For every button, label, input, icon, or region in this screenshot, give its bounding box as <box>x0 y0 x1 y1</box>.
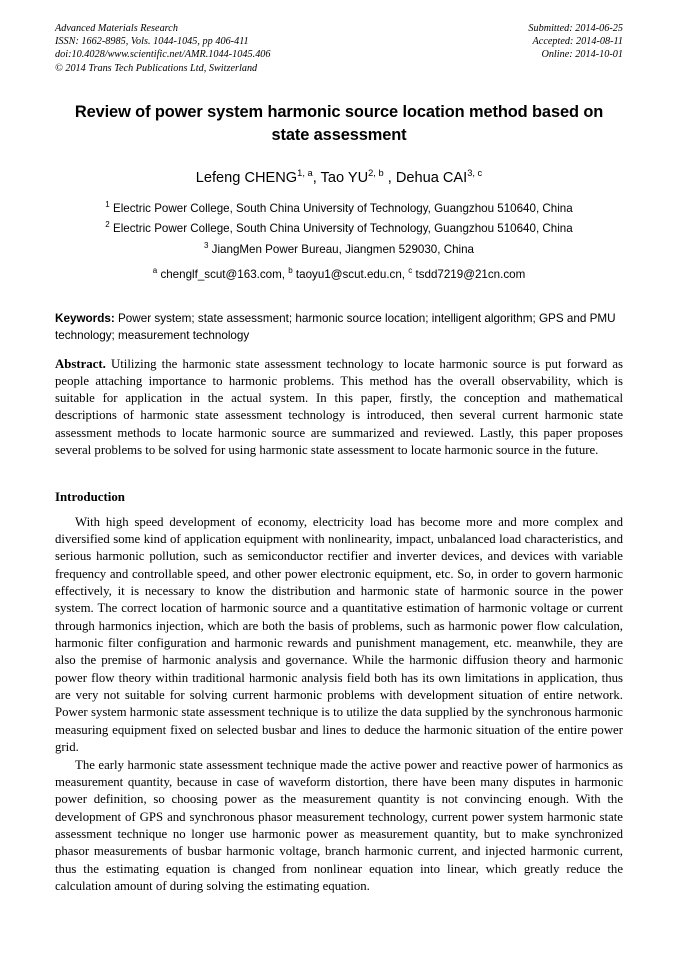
affiliation-item <box>55 240 623 261</box>
author-name-1: Lefeng CHENG <box>195 169 298 186</box>
journal-doi: doi:10.4028/www.scientific.net/AMR.1044-1045.406 <box>55 49 271 61</box>
keywords-label: Keywords: <box>55 312 115 326</box>
affiliation-item <box>55 199 623 220</box>
affiliation-marker: 1 <box>105 199 110 209</box>
masthead-left-block <box>55 22 271 75</box>
author-name-2: Tao YU <box>320 169 369 186</box>
author-list <box>55 169 623 187</box>
online-date: Online: 2014-10-01 <box>541 49 623 61</box>
author-affil-marker-3: 3, c <box>467 167 483 178</box>
abstract-block <box>55 356 623 459</box>
author-email-list <box>55 267 623 283</box>
email-marker: b <box>288 266 293 276</box>
journal-copyright: © 2014 Trans Tech Publications Ltd, Switzerland <box>55 62 258 74</box>
submitted-date: Submitted: 2014-06-25 <box>528 23 623 34</box>
affiliation-marker: 2 <box>105 220 110 230</box>
keywords-text: Power system; state assessment; harmonic source location; intelligent algorithm; GPS and PMU technology; measurement technology <box>55 312 616 342</box>
author-name-3: Dehua CAI <box>395 169 468 186</box>
section-heading-introduction: Introduction <box>55 489 125 504</box>
email-marker: c <box>408 266 413 276</box>
introduction-paragraph-2: The early harmonic state assessment technique made the active power and reactive power of harmonics as measurement quantity, because in case of waveform distortion, there have been many disputes in harmonic power definition, so choosing power as the measurement quantity is not convincing enough. With the development of GPS and synchronous phasor measurement technology, current power system harmonic state assessment technique no longer use harmonic power as measurement quantity, but to make synchronized phasor measurements of busbar harmonic voltage, branch harmonic current, and injected harmonic current, thus the estimating equation is changed from nonlinear equation into linear, which greatly reduce the calculation amount of during solving the estimating equation. <box>55 757 623 893</box>
affiliation-text: Electric Power College, South China University of Technology, Guangzhou 510640, China <box>112 222 573 236</box>
author-affil-marker-2: 2, b <box>368 167 384 178</box>
introduction-paragraph-1: With high speed development of economy, electricity load has become more and more complex and diversified some kind of application equipment with nonlinearity, impact, unbalanced load characteristics, and serious harmonic pollution, such as semiconductor rectifier and inverter devices, and devices with variable frequency and controllable speed, and other power electronic equipment, etc. So, in order to govern harmonic effectively, it is necessary to know the distribution and harmonic state of harmonic source in the power system. The correct location of harmonic source and a quantitative estimation of harmonic voltage or current through harmonics injection, which are both the basis of problems, such as harmonic power flow calculation, harmonic filter configuration and harmonic rewards and punishment management, etc. meanwhile, they are also the premise of harmonic analysis and governance. While the harmonic diffusion theory and harmonic power flow theory within traditional harmonic analysis field both has its own limitations in application, thus are very not suitable for solving current harmonic problems with development situation of entire network. Power system harmonic state assessment technique is to utilize the data supplied by the synchronous harmonic measuring equipment fixed on selected busbar and lines to deduce the harmonic situation of the entire power grid. <box>55 514 623 755</box>
author-separator-1: , <box>312 169 321 186</box>
affiliation-item <box>55 219 623 240</box>
affiliation-text: JiangMen Power Bureau, Jiangmen 529030, China <box>211 242 474 256</box>
journal-name: Advanced Materials Research <box>55 23 178 34</box>
journal-issn-volume: ISSN: 1662-8985, Vols. 1044-1045, pp 406-411 <box>55 36 249 48</box>
paper-title: Review of power system harmonic source location method based on state assessment <box>74 102 604 144</box>
author-affil-marker-1: 1, a <box>297 167 313 178</box>
abstract-label: Abstract. <box>55 357 106 372</box>
abstract-text: Utilizing the harmonic state assessment technology to locate harmonic source is put forward as people attaching importance to harmonic problems. This method has the overall observability, which is suitable for application in the actual system. In this paper, firstly, the conception and mathematical descriptions of harmonic state assessment technology is introduced, then several current harmonic state assessment methods to locate harmonic source are summarized and reviewed. Lastly, this paper proposes several problems to be solved for using harmonic state assessment to locate harmonic source in the future. <box>55 357 623 457</box>
accepted-date: Accepted: 2014-08-11 <box>532 36 623 48</box>
affiliation-text: Electric Power College, South China University of Technology, Guangzhou 510640, China <box>112 201 573 215</box>
author-separator-2: , <box>383 169 396 186</box>
email-address[interactable]: taoyu1@scut.edu.cn, <box>295 268 406 282</box>
keywords-block <box>55 311 623 344</box>
email-address[interactable]: tsdd7219@21cn.com <box>415 268 526 282</box>
masthead-right-block <box>528 22 623 62</box>
affiliation-list <box>55 199 623 261</box>
journal-masthead <box>55 22 623 75</box>
affiliation-marker: 3 <box>203 240 209 250</box>
email-marker: a <box>152 266 158 276</box>
email-address[interactable]: chenglf_scut@163.com, <box>160 268 285 282</box>
